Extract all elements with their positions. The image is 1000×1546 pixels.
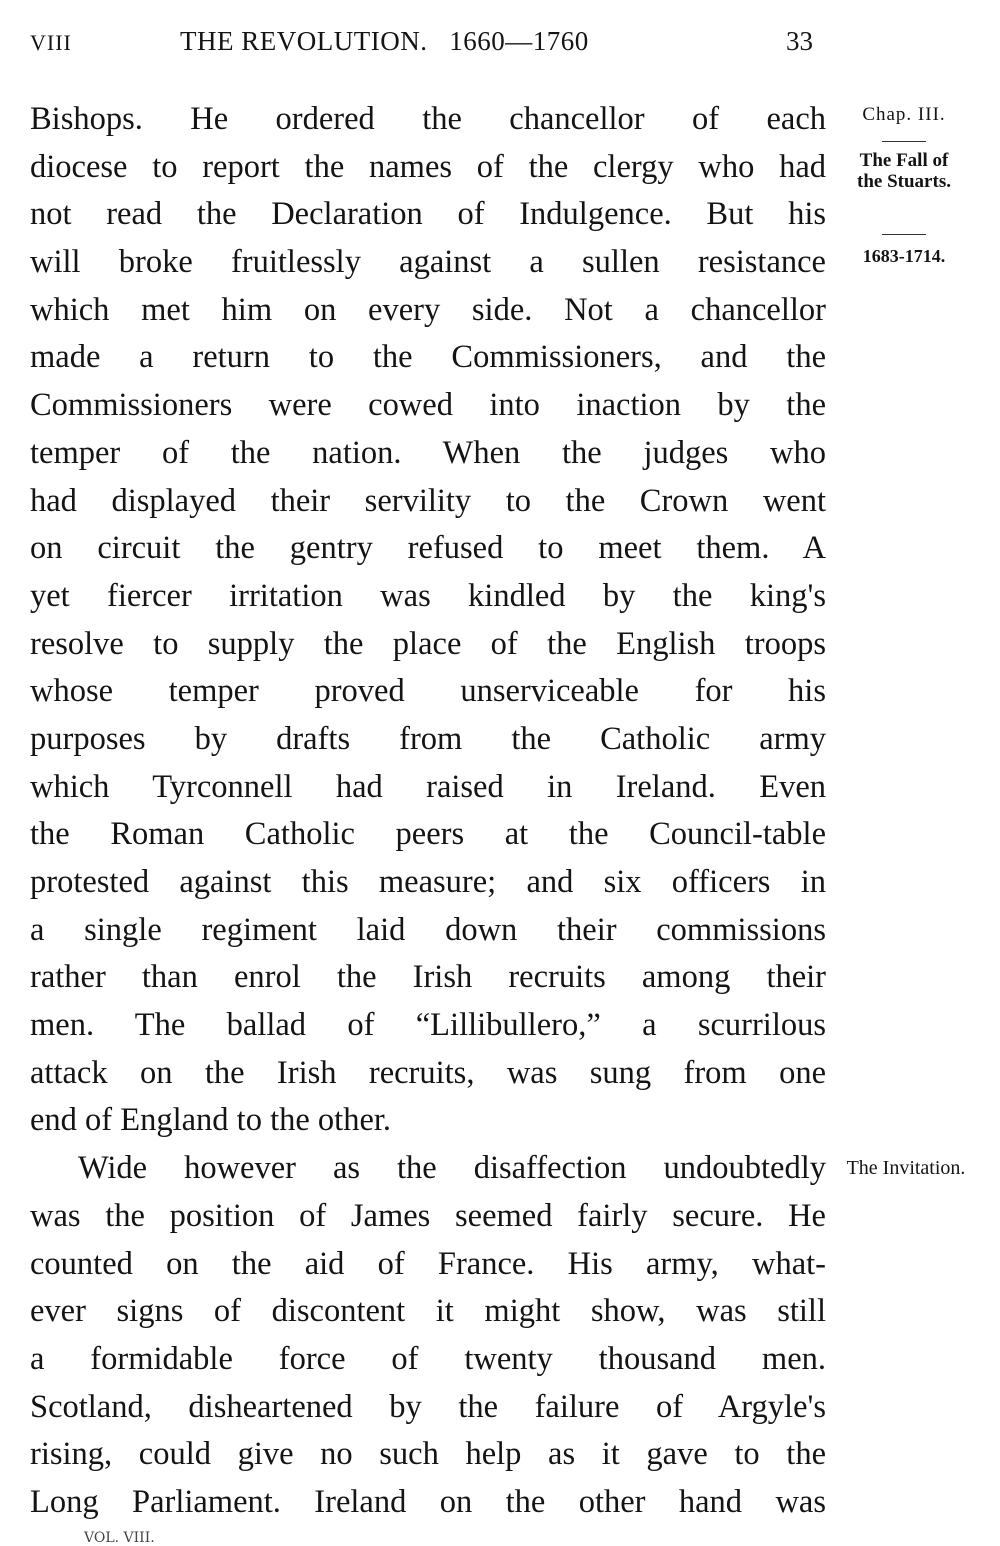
text-line: yet fiercer irritation was kindled by the king's <box>30 577 826 614</box>
margin-rule <box>882 234 926 235</box>
margin-subsection: The Invitation. <box>846 1157 966 1179</box>
page-number: 33 <box>786 26 813 56</box>
volume-number: VIII <box>30 30 72 55</box>
text-line: rather than enrol the Irish recruits among their <box>30 959 826 996</box>
text-line: will broke fruitlessly against a sullen resistance <box>30 244 826 281</box>
body-text <box>30 96 826 1527</box>
text-line: was the position of James seemed fairly secure. He <box>30 1197 826 1234</box>
signature-mark: VOL. VIII. <box>84 1530 155 1546</box>
running-header <box>30 26 830 60</box>
text-line: not read the Declaration of Indulgence. But his <box>30 196 826 233</box>
text-line: temper of the nation. When the judges who <box>30 434 826 471</box>
text-line: Wide however as the disaffection undoubtedly <box>78 1150 826 1187</box>
text-line: on circuit the gentry refused to meet them. A <box>30 530 826 567</box>
text-line: Long Parliament. Ireland on the other hand was <box>30 1483 826 1520</box>
text-line: diocese to report the names of the clergy who had <box>30 148 826 185</box>
text-line: a single regiment laid down their commissions <box>30 911 826 948</box>
text-line: end of England to the other. <box>30 1102 392 1139</box>
margin-chapter: Chap. III. <box>862 104 946 125</box>
text-line: counted on the aid of France. His army, what- <box>30 1245 826 1282</box>
text-line: whose temper proved unserviceable for his <box>30 673 826 710</box>
running-title: THE REVOLUTION. 1660—1760 <box>180 26 589 56</box>
margin-section-title: The Fall of the Stuarts. <box>857 150 951 192</box>
text-line: ever signs of discontent it might show, was still <box>30 1293 826 1330</box>
text-line: attack on the Irish recruits, was sung from one <box>30 1054 826 1091</box>
margin-rule <box>882 141 926 142</box>
text-line: purposes by drafts from the Catholic army <box>30 720 826 757</box>
text-line: had displayed their servility to the Crown went <box>30 482 826 519</box>
text-line: resolve to supply the place of the English troops <box>30 625 826 662</box>
text-line: rising, could give no such help as it gave to the <box>30 1436 826 1473</box>
text-line: a formidable force of twenty thousand men. <box>30 1340 826 1377</box>
margin-dates: 1683-1714. <box>862 246 946 266</box>
text-line: which met him on every side. Not a chancellor <box>30 291 826 328</box>
text-line: men. The ballad of “Lillibullero,” a scurrilous <box>30 1007 826 1044</box>
text-line: Commissioners were cowed into inaction by the <box>30 387 826 424</box>
text-line: protested against this measure; and six officers in <box>30 864 826 900</box>
text-line: which Tyrconnell had raised in Ireland. Even <box>30 768 826 805</box>
text-line: Scotland, disheartened by the failure of Argyle's <box>30 1388 826 1425</box>
text-line: the Roman Catholic peers at the Council-table <box>30 816 826 853</box>
text-line: made a return to the Commissioners, and the <box>30 339 826 376</box>
text-line: Bishops. He ordered the chancellor of each <box>30 101 826 137</box>
